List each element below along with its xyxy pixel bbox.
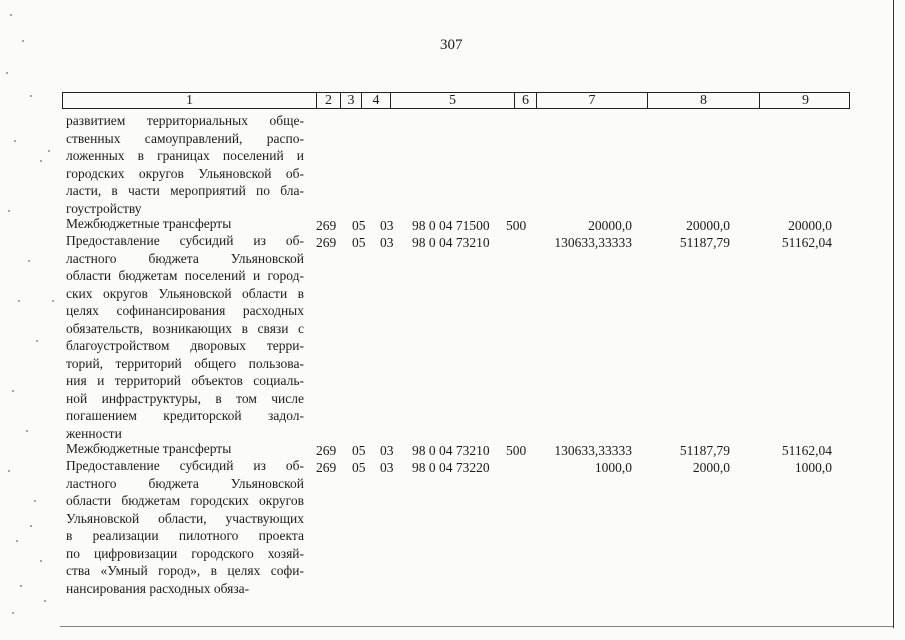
cell-col-9: 1000,0	[794, 460, 832, 475]
cell-col-6: 500	[506, 218, 527, 233]
row-description	[66, 232, 304, 442]
scan-speckle	[30, 95, 32, 97]
cell-col-4: 03	[380, 235, 394, 250]
header-cell-5: 5	[390, 93, 514, 108]
scan-speckle	[40, 160, 42, 162]
row-description	[66, 457, 304, 597]
header-cell-4: 4	[361, 93, 390, 108]
description-line: Ульяновской области, участвующих	[66, 510, 304, 526]
cell-col-5: 98 0 04 71500	[412, 218, 490, 233]
scan-speckle	[34, 500, 36, 502]
cell-col-8: 51187,79	[679, 443, 730, 458]
cell-col-4: 03	[380, 460, 394, 475]
description-line: благоустройством дворовых терри-	[66, 338, 304, 353]
scan-speckle	[6, 72, 8, 74]
scan-bottom-line	[60, 626, 894, 627]
cell-col-3: 05	[352, 460, 366, 475]
header-cell-1: 1	[186, 93, 193, 108]
description-line: области бюджетам городских округов	[66, 493, 304, 508]
header-cell-8: 8	[647, 93, 759, 108]
cell-col-3: 05	[352, 235, 366, 250]
description-line: по цифровизации городского хозяй-	[66, 545, 304, 561]
scan-speckle	[10, 14, 12, 16]
scan-speckle	[8, 470, 10, 472]
description-line: погашением кредиторской задол-	[66, 408, 304, 423]
description-line: ластного бюджета Ульяновской	[66, 250, 304, 266]
cell-col-5: 98 0 04 73210	[412, 443, 490, 458]
scan-speckle	[18, 300, 20, 302]
description-line: ния и территорий объектов социаль-	[66, 373, 304, 388]
scan-speckle	[28, 260, 30, 262]
cell-col-7: 130633,33333	[554, 235, 632, 250]
header-cell-9: 9	[759, 93, 851, 108]
table-header-row	[62, 92, 850, 109]
row-description	[66, 215, 304, 233]
row-description	[66, 112, 304, 217]
cell-col-3: 05	[352, 218, 366, 233]
scan-speckle	[22, 40, 24, 42]
header-cell-7: 7	[536, 93, 647, 108]
cell-col-7: 1000,0	[594, 460, 632, 475]
cell-col-9: 51162,04	[781, 235, 832, 250]
description-line: Межбюджетные трансферты	[66, 216, 232, 231]
description-line: развитием территориальных обще-	[66, 113, 304, 128]
scan-speckle	[30, 525, 32, 527]
cell-col-2: 269	[316, 218, 337, 233]
description-line: обязательств, возникающих в связи с	[66, 320, 304, 336]
row-description	[66, 440, 304, 458]
description-line: области бюджетам поселений и город-	[66, 268, 304, 283]
cell-col-2: 269	[316, 235, 337, 250]
description-line: ной инфраструктуры, в том числе	[66, 390, 304, 406]
cell-col-3: 05	[352, 443, 366, 458]
cell-col-9: 20000,0	[788, 218, 832, 233]
cell-col-4: 03	[380, 218, 394, 233]
description-line: нансирования расходных обяза-	[66, 580, 250, 596]
cell-col-5: 98 0 04 73220	[412, 460, 490, 475]
scan-speckle	[8, 210, 10, 212]
description-line: ства «Умный город», в целях софи-	[66, 563, 304, 578]
scan-speckle	[16, 540, 18, 542]
description-line: Предоставление субсидий из об-	[66, 458, 304, 473]
cell-col-4: 03	[380, 443, 394, 458]
cell-col-8: 20000,0	[686, 218, 730, 233]
cell-col-8: 51187,79	[679, 235, 730, 250]
cell-col-2: 269	[316, 443, 337, 458]
description-line: ласти, в части мероприятий по бла-	[66, 183, 304, 198]
description-line: целях софинансирования расходных	[66, 303, 304, 318]
description-line: ластного бюджета Ульяновской	[66, 475, 304, 491]
scan-edge-line	[893, 0, 894, 628]
header-cell-3: 3	[340, 93, 361, 108]
description-line: ложенных в границах поселений и	[66, 148, 304, 163]
description-line: в реализации пилотного проекта	[66, 528, 304, 543]
description-line: женности	[66, 425, 122, 441]
header-cell-6: 6	[514, 93, 536, 108]
scan-speckle	[40, 560, 42, 562]
cell-col-2: 269	[316, 460, 337, 475]
scan-speckle	[36, 340, 38, 342]
description-line: ских округов Ульяновской области в	[66, 285, 304, 301]
cell-col-9: 51162,04	[781, 443, 832, 458]
cell-col-5: 98 0 04 73210	[412, 235, 490, 250]
scan-speckle	[14, 140, 16, 142]
scan-speckle	[12, 390, 14, 392]
scan-speckle	[20, 585, 22, 587]
scan-speckle	[12, 612, 14, 614]
cell-col-7: 20000,0	[588, 218, 632, 233]
description-line: гоустройству	[66, 200, 142, 216]
scan-speckle	[48, 150, 50, 152]
header-cell-2: 2	[316, 93, 340, 108]
scan-speckle	[26, 430, 28, 432]
cell-col-7: 130633,33333	[554, 443, 632, 458]
page-number: 307	[440, 37, 463, 53]
description-line: городских округов Ульяновской об-	[66, 165, 304, 181]
scan-speckle	[44, 600, 46, 602]
description-line: ственных самоуправлений, распо-	[66, 130, 304, 146]
description-line: Предоставление субсидий из об-	[66, 233, 304, 248]
cell-col-8: 2000,0	[692, 460, 730, 475]
description-line: торий, территорий общего пользова-	[66, 355, 304, 371]
scan-speckle	[52, 300, 54, 302]
cell-col-6: 500	[506, 443, 527, 458]
description-line: Межбюджетные трансферты	[66, 441, 232, 456]
